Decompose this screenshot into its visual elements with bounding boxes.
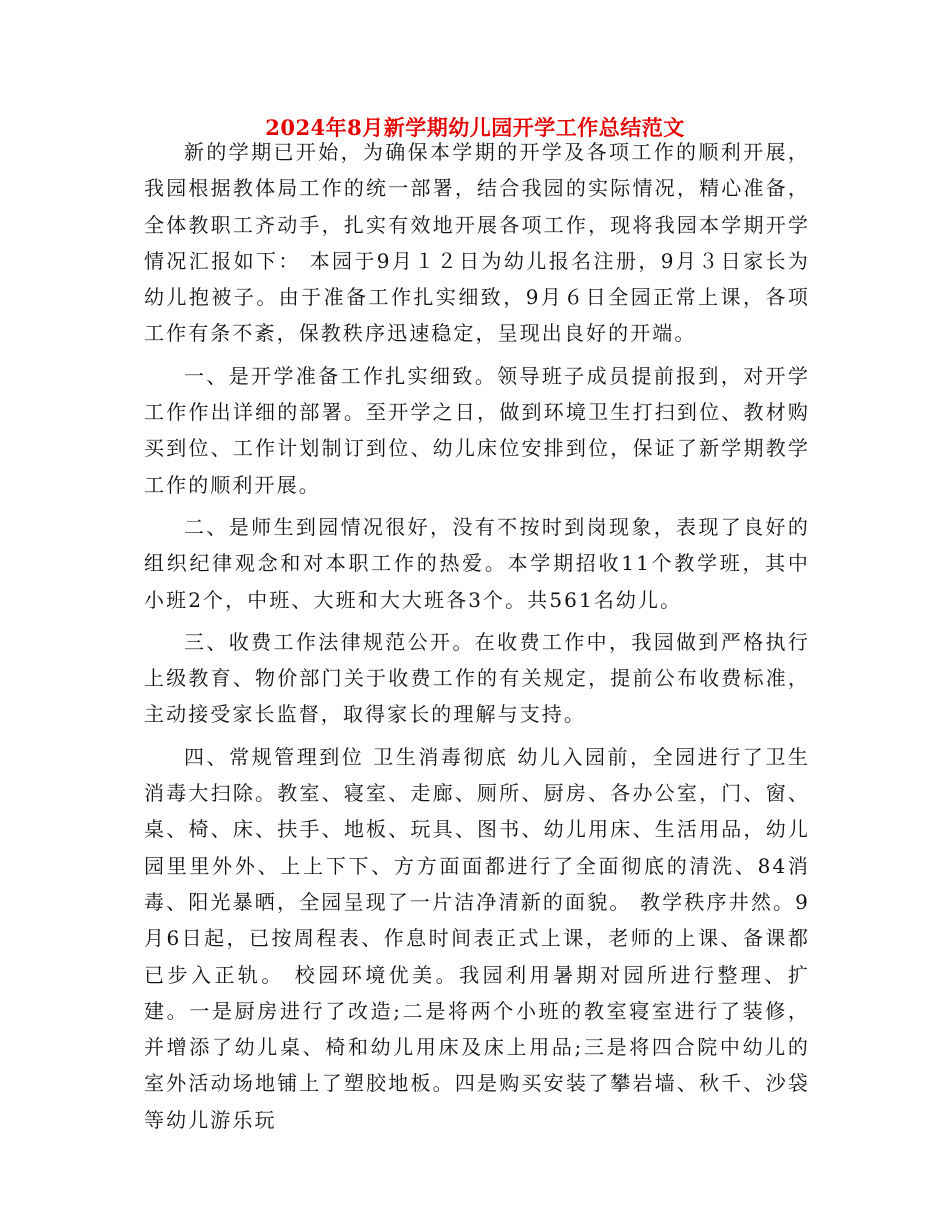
- paragraph-fees: 三、收费工作法律规范公开。在收费工作中，我园做到严格执行上级教育、物价部门关于收费工作的有关规定，提前公布收费标准，主动接受家长监督，取得家长的理解与支持。: [144, 629, 810, 727]
- paragraph-intro: 新的学期已开始，为确保本学期的开学及各项工作的顺利开展，我园根据教体局工作的统一部署，结合我园的实际情况，精心准备，全体教职工齐动手，扎实有效地开展各项工作，现将我园本学期开学情况汇报如下： 本园于9月１２日为幼儿报名注册，9月３日家长为幼儿抱被子。由于准备工作扎实细致，9月６日全园正常上课，各项工作有条不紊，保教秩序迅速稳定，呈现出良好的开端。: [144, 140, 810, 346]
- paragraph-preparation: 一、是开学准备工作扎实细致。领导班子成员提前报到，对开学工作作出详细的部署。至开学之日，做到环境卫生打扫到位、教材购买到位、工作计划制订到位、幼儿床位安排到位，保证了新学期教学工作的顺利开展。: [144, 363, 810, 497]
- document-title: 2024年8月新学期幼儿园开学工作总结范文: [265, 115, 685, 140]
- paragraph-attendance: 二、是师生到园情况很好，没有不按时到岗现象，表现了良好的组织纪律观念和对本职工作的热爱。本学期招收11个教学班，其中小班2个，中班、大班和大大班各3个。共561名幼儿。: [144, 514, 810, 612]
- document-body: [144, 134, 810, 1144]
- paragraph-management: 四、常规管理到位 卫生消毒彻底 幼儿入园前，全园进行了卫生消毒大扫除。教室、寝室、走廊、厕所、厨房、各办公室，门、窗、桌、椅、床、扶手、地板、玩具、图书、幼儿用床、生活用品，幼儿园里里外外、上上下下、方方面面都进行了全面彻底的清洗、84消毒、阳光暴晒，全园呈现了一片洁净清新的面貌。 教学秩序井然。9月6日起，已按周程表、作息时间表正式上课，老师的上课、备课都已步入正轨。 校园环境优美。我园利用暑期对园所进行整理、扩建。一是厨房进行了改造;二是将两个小班的教室寝室进行了装修，并增添了幼儿桌、椅和幼儿用床及床上用品;三是将四合院中幼儿的室外活动场地铺上了塑胶地板。四是购买安装了攀岩墙、秋千、沙袋等幼儿游乐玩: [144, 744, 810, 1132]
